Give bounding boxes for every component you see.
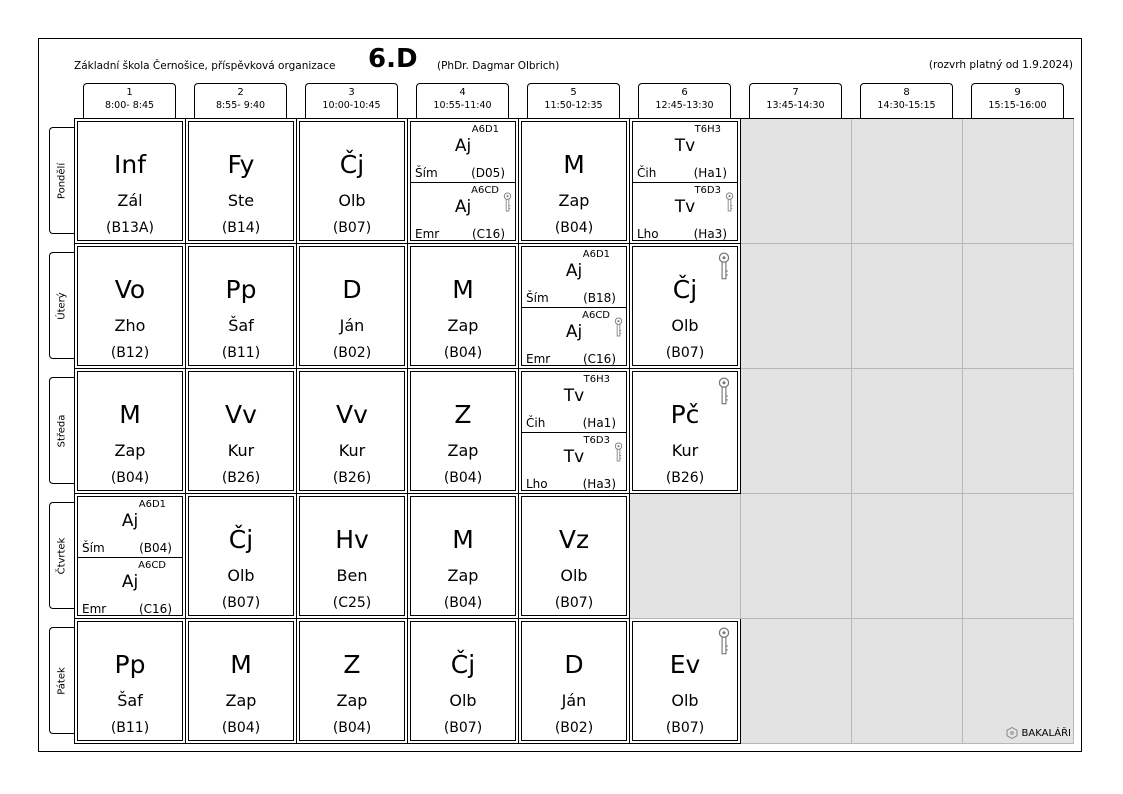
teacher-abbr: Kur [671,441,699,460]
lesson-box [521,371,627,491]
key-icon [614,442,623,462]
subject: Tv [563,386,585,406]
lesson-cell [630,244,741,369]
teacher-abbr: Ste [227,191,255,210]
period-number: 2 [237,87,244,98]
room: (B04) [332,720,372,736]
class-name: 6.D [368,44,418,74]
group-code: A6CD [138,560,166,571]
lesson-cell [519,244,630,369]
room: (B04) [554,220,594,236]
teacher-abbr: Olb [671,316,699,335]
lesson-box [188,496,294,616]
lesson-cell [75,619,186,744]
school-name: Základní škola Černošice, příspěvková organizace [74,60,336,72]
period-number: 8 [903,87,910,98]
lesson-cell [408,494,519,619]
group-code: A6D1 [138,499,166,510]
empty-cell [741,494,852,619]
lesson-cell [519,494,630,619]
subject: Aj [121,572,139,592]
empty-cell [741,369,852,494]
teacher-abbr: Lho [637,227,659,241]
lesson-cell [630,119,741,244]
period-header [638,83,731,118]
brand-label: BAKALÁŘI [1021,727,1071,739]
lesson-cell [297,244,408,369]
teacher-abbr: Zál [117,191,143,210]
teacher-abbr: Zap [558,191,590,210]
lesson-box [410,246,516,366]
valid-from: (rozvrh platný od 1.9.2024) [928,59,1073,71]
period-number: 5 [570,87,577,98]
lesson-cell [408,619,519,744]
group-code: A6D1 [582,249,610,260]
lesson-box [299,621,405,741]
room: (B07) [332,220,372,236]
key-icon [717,627,731,655]
bakalari-brand [1006,727,1071,739]
period-header [194,83,287,118]
lesson-cell [297,119,408,244]
lesson-cell [408,369,519,494]
group-lesson [522,372,626,433]
teacher-abbr: Emr [415,227,440,241]
subject: Aj [565,322,583,342]
lesson-box [188,371,294,491]
lesson-cell [297,494,408,619]
room: (B02) [332,345,372,361]
class-teacher: (PhDr. Dagmar Olbrich) [437,60,560,72]
group-lesson [522,308,626,368]
room: (C16) [138,602,172,616]
lesson-box [299,246,405,366]
room: (C16) [582,352,616,366]
room: (B18) [583,291,616,305]
group-code: T6D3 [694,185,721,196]
lesson-cell [186,494,297,619]
day-name: Středa [56,414,68,447]
room: (B07) [221,595,261,611]
teacher-abbr: Čih [637,166,657,180]
lesson-cell [186,619,297,744]
teacher-abbr: Zap [114,441,146,460]
room: (B26) [332,470,372,486]
group-lesson [78,497,182,558]
teacher-abbr: Zap [447,441,479,460]
bakalari-logo-icon [1006,727,1018,739]
teacher-abbr: Olb [338,191,366,210]
lesson-cell [408,119,519,244]
empty-cell [852,369,963,494]
group-lesson [633,122,737,183]
teacher-abbr: Šaf [228,316,254,335]
room: (B04) [443,470,483,486]
subject: Vz [558,525,590,554]
lesson-box [410,496,516,616]
group-code: A6CD [471,185,499,196]
subject: Fy [227,150,255,179]
period-time: 10:55-11:40 [433,100,492,111]
room: (B11) [110,720,150,736]
key-icon [717,377,731,405]
day-header [49,627,74,734]
key-icon [614,317,623,337]
subject: Pp [114,650,146,679]
lesson-cell [75,369,186,494]
teacher-abbr: Kur [338,441,366,460]
lesson-cell [186,369,297,494]
lesson-box [410,121,516,241]
period-time: 13:45-14:30 [766,100,825,111]
subject: Z [454,400,472,429]
empty-cell [963,369,1074,494]
lesson-box [632,371,738,491]
subject: D [342,275,362,304]
subject: Čj [450,650,476,679]
lesson-cell [186,119,297,244]
empty-cell [630,494,741,619]
lesson-box [410,621,516,741]
teacher-abbr: Ján [339,316,365,335]
group-lesson [411,183,515,243]
teacher-abbr: Šaf [117,691,143,710]
period-time: 11:50-12:35 [544,100,603,111]
lesson-box [299,121,405,241]
key-icon [503,192,512,212]
period-time: 12:45-13:30 [655,100,714,111]
lesson-cell [630,369,741,494]
lesson-box [188,121,294,241]
teacher-abbr: Zap [447,316,479,335]
subject: D [564,650,584,679]
period-header [416,83,509,118]
period-time: 14:30-15:15 [877,100,936,111]
room: (B04) [110,470,150,486]
room: (B07) [665,345,705,361]
lesson-box [77,621,183,741]
teacher-abbr: Ším [526,291,549,305]
subject: M [563,150,585,179]
lesson-box [632,246,738,366]
empty-cell [741,244,852,369]
timetable-grid [74,118,1074,744]
subject: Čj [672,275,698,304]
lesson-cell [630,619,741,744]
room: (B04) [139,541,172,555]
day-header [49,127,74,234]
subject: M [119,400,141,429]
lesson-box [521,496,627,616]
lesson-cell [297,619,408,744]
room: (C25) [332,595,372,611]
teacher-abbr: Ján [561,691,587,710]
empty-cell [852,244,963,369]
lesson-cell [519,619,630,744]
empty-cell [852,494,963,619]
room: (B13A) [106,220,154,236]
subject: Vv [336,400,368,429]
period-header [749,83,842,118]
group-lesson [633,183,737,243]
room: (B14) [221,220,261,236]
teacher-abbr: Olb [560,566,588,585]
teacher-abbr: Ším [82,541,105,555]
room: (B04) [443,595,483,611]
lesson-box [77,246,183,366]
day-name: Úterý [56,291,68,320]
period-number: 6 [681,87,688,98]
subject: Pč [670,400,700,429]
group-code: T6D3 [583,435,610,446]
lesson-box [77,496,183,616]
period-time: 10:00-10:45 [322,100,381,111]
lesson-cell [519,369,630,494]
period-number: 7 [792,87,799,98]
lesson-cell [75,494,186,619]
lesson-box [299,371,405,491]
subject: Hv [335,525,369,554]
room: (D05) [471,166,505,180]
subject: Ev [669,650,701,679]
teacher-abbr: Čih [526,416,546,430]
lesson-cell [297,369,408,494]
room: (B02) [554,720,594,736]
room: (Ha3) [582,477,616,491]
teacher-abbr: Emr [82,602,107,616]
subject: Vo [114,275,146,304]
day-name: Čtvrtek [56,537,68,574]
subject: Čj [228,525,254,554]
teacher-abbr: Ben [336,566,368,585]
subject: M [230,650,252,679]
period-time: 8:55- 9:40 [215,100,266,111]
period-header [83,83,176,118]
group-code: A6D1 [471,124,499,135]
empty-cell [741,619,852,744]
subject: Tv [674,197,696,217]
lesson-cell [75,119,186,244]
period-number: 9 [1014,87,1021,98]
period-time: 8:00- 8:45 [104,100,155,111]
group-lesson [522,433,626,493]
room: (B07) [554,595,594,611]
lesson-box [521,621,627,741]
room: (Ha1) [693,166,727,180]
period-header [860,83,953,118]
room: (B26) [221,470,261,486]
teacher-abbr: Lho [526,477,548,491]
teacher-abbr: Ším [415,166,438,180]
subject: Tv [563,447,585,467]
room: (C16) [471,227,505,241]
lesson-cell [408,244,519,369]
room: (B26) [665,470,705,486]
period-number: 3 [348,87,355,98]
teacher-abbr: Zap [225,691,257,710]
teacher-abbr: Olb [227,566,255,585]
day-name: Pondělí [56,162,68,199]
subject: Pp [225,275,257,304]
key-icon [725,192,734,212]
lesson-box [188,246,294,366]
lesson-box [299,496,405,616]
key-icon [717,252,731,280]
group-lesson [411,122,515,183]
subject: Aj [454,197,472,217]
subject: Tv [674,136,696,156]
period-number: 1 [126,87,133,98]
lesson-box [632,121,738,241]
lesson-cell [519,119,630,244]
room: (Ha1) [582,416,616,430]
subject: M [452,525,474,554]
lesson-cell [75,244,186,369]
room: (B12) [110,345,150,361]
teacher-abbr: Olb [449,691,477,710]
lesson-box [77,121,183,241]
subject: Čj [339,150,365,179]
day-header [49,377,74,484]
teacher-abbr: Emr [526,352,551,366]
group-lesson [78,558,182,618]
subject: Vv [225,400,257,429]
lesson-box [521,121,627,241]
lesson-cell [186,244,297,369]
lesson-box [521,246,627,366]
room: (B04) [221,720,261,736]
room: (B11) [221,345,261,361]
group-code: T6H3 [583,374,610,385]
lesson-box [632,621,738,741]
empty-cell [741,119,852,244]
lesson-box [77,371,183,491]
lesson-box [410,371,516,491]
empty-cell [963,619,1074,744]
teacher-abbr: Kur [227,441,255,460]
day-header [49,252,74,359]
teacher-abbr: Zho [114,316,146,335]
subject: M [452,275,474,304]
subject: Aj [565,261,583,281]
empty-cell [963,119,1074,244]
room: (B07) [665,720,705,736]
empty-cell [852,119,963,244]
room: (Ha3) [693,227,727,241]
lesson-box [188,621,294,741]
empty-cell [963,494,1074,619]
subject: Aj [121,511,139,531]
day-header [49,502,74,609]
teacher-abbr: Zap [336,691,368,710]
period-header [527,83,620,118]
teacher-abbr: Zap [447,566,479,585]
period-header [305,83,398,118]
teacher-abbr: Olb [671,691,699,710]
room: (B07) [443,720,483,736]
group-code: T6H3 [694,124,721,135]
period-header [971,83,1064,118]
empty-cell [852,619,963,744]
room: (B04) [443,345,483,361]
subject: Aj [454,136,472,156]
subject: Z [343,650,361,679]
group-code: A6CD [582,310,610,321]
empty-cell [963,244,1074,369]
subject: Inf [113,150,147,179]
group-lesson [522,247,626,308]
period-time: 15:15-16:00 [988,100,1047,111]
period-number: 4 [459,87,466,98]
day-name: Pátek [56,666,68,695]
